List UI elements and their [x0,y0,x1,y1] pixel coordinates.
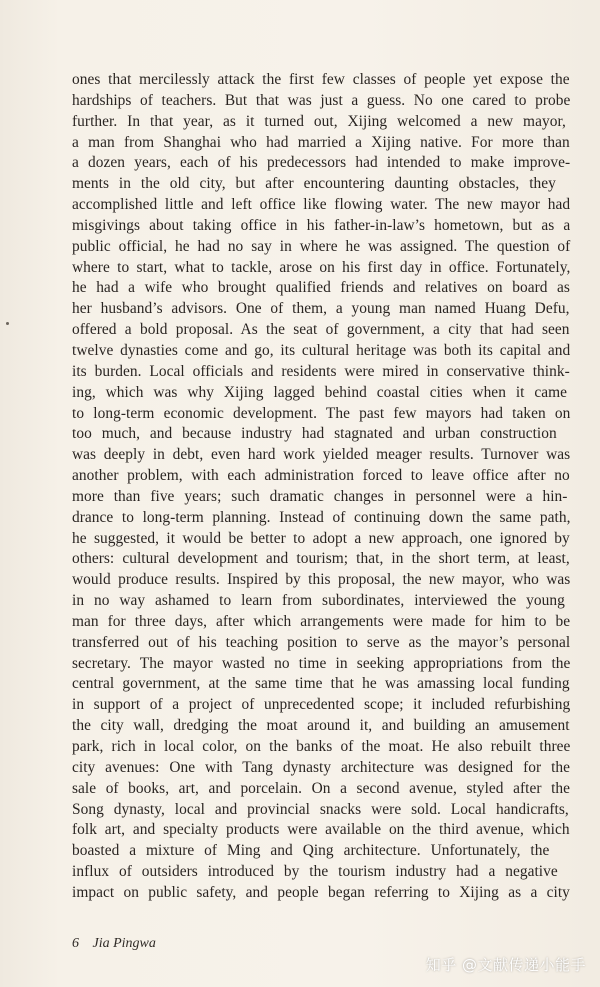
text-line: park, rich in local color, on the banks of the moat. He also rebuilt three [72,738,571,755]
text-line: accomplished little and left office like flowing water. The new mayor had [72,196,571,214]
text-line: sale of books, art, and porcelain. On a second avenue, styled after the [72,779,571,797]
body-text [72,70,570,904]
text-line: transferred out of his teaching position to serve as the mayor’s personal [72,633,571,651]
text-line: boasted a mixture of Ming and Qing architecture. Unfortunately, the [72,842,550,860]
text-line: public official, he had no say in where he was assigned. The question of [72,237,571,255]
text-line: secretary. The mayor wasted no time in seeking appropriations from the [72,654,571,672]
text-line: Song dynasty, local and provincial snacks were sold. Local handicrafts, [72,800,569,818]
text-line: he suggested, it would be better to adopt a new approach, one ignored by [72,529,570,547]
text-line: her husband’s advisors. One of them, a young man named Huang Defu, [72,300,570,318]
text-line: folk art, and specialty products were available on the third avenue, which [72,821,570,839]
page-footer [72,936,156,952]
text-line: impact on public safety, and people began referring to Xijing as a city [72,883,570,901]
text-line: in no way ashamed to learn from subordinates, interviewed the young [72,592,565,610]
text-line: central government, at the same time that he was amassing local funding [72,675,570,693]
text-line: in support of a project of unprecedented scope; it included refurbishing [72,696,571,714]
text-line: to long-term economic development. The past few mayors had taken on [72,404,571,422]
text-line: was deeply in debt, even hard work yielded meager results. Turnover was [72,446,571,464]
watermark: 知乎 @文献传递小能手 [425,956,586,974]
margin-mark [6,322,9,325]
text-line: where to start, what to tackle, arose on his first day in office. Fortunately, [72,258,571,276]
text-line: a man from Shanghai who had married a Xijing native. For more than [72,133,570,151]
text-line: would produce results. Inspired by this proposal, the new mayor, who was [72,571,571,589]
text-line: offered a bold proposal. As the seat of government, a city that had seen [72,321,570,339]
text-line: misgivings about taking office in his father-in-law’s hometown, but as a [72,216,571,234]
text-line: the city wall, dredging the moat around it, and building an amusement [72,717,570,735]
text-line: man for three days, after which arrangements were made for him to be [72,612,571,630]
text-line: twelve dynasties come and go, its cultural heritage was both its capital and [72,341,571,359]
text-line: ing, which was why Xijing lagged behind coastal cities when it came [72,383,568,401]
running-author: Jia Pingwa [92,936,156,951]
text-line: too much, and because industry had stagnated and urban construction [72,425,557,443]
text-line: ones that mercilessly attack the first few classes of people yet expose the [72,71,570,88]
text-line: others: cultural development and tourism; that, in the short term, at least, [72,550,570,568]
text-line: another problem, with each administration forced to leave office after no [72,467,570,485]
text-line: he had a wife who brought qualified friends and relatives on board as [72,279,570,297]
text-line: city avenues: One with Tang dynasty architecture was designed for the [72,758,571,776]
text-line: further. In that year, as it turned out, Xijing welcomed a new mayor, [72,112,566,130]
text-line: a dozen years, each of his predecessors had intended to make improve- [72,154,571,172]
text-line: drance to long-term planning. Instead of continuing down the same path, [72,508,571,526]
text-line: ments in the old city, but after encountering daunting obstacles, they [72,175,556,193]
text-line: hardships of teachers. But that was just a guess. No one cared to probe [72,91,571,109]
page-number: 6 [72,936,79,951]
text-line: influx of outsiders introduced by the tourism industry had a negative [72,863,558,881]
text-line: its burden. Local officials and residents were mired in conservative think- [72,362,570,380]
text-line: more than five years; such dramatic changes in personnel were a hin- [72,487,568,505]
